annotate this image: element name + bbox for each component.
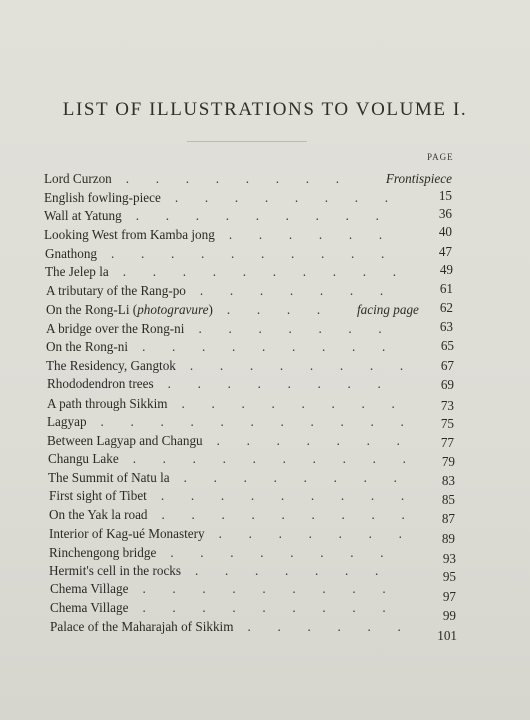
list-item bbox=[47, 433, 460, 451]
list-item bbox=[49, 526, 460, 544]
page-number: 79 bbox=[441, 454, 455, 469]
illustration-title: Changu Lake bbox=[48, 451, 119, 466]
page-number: 73 bbox=[440, 398, 454, 413]
leader-dots: ......... bbox=[161, 507, 432, 522]
page-number: 36 bbox=[438, 206, 452, 221]
leader-dots: ....... bbox=[216, 433, 427, 448]
page-number: 89 bbox=[441, 531, 455, 546]
page-number: 61 bbox=[439, 281, 453, 296]
leader-dots: ....... bbox=[218, 526, 429, 541]
page-number: 99 bbox=[442, 608, 456, 623]
page-number: 95 bbox=[442, 569, 456, 584]
illustration-title: English fowling-piece bbox=[44, 190, 161, 205]
illustration-title: The Summit of Natu la bbox=[48, 470, 170, 485]
list-item bbox=[44, 224, 460, 245]
illustration-title: First sight of Tibet bbox=[49, 488, 147, 503]
page-number: 87 bbox=[441, 511, 455, 526]
list-item bbox=[46, 358, 460, 376]
page-number: 15 bbox=[438, 188, 452, 203]
illustration-title: Gnathong bbox=[45, 246, 98, 261]
page-number: 40 bbox=[438, 224, 452, 239]
page-title: LIST OF ILLUSTRATIONS TO VOLUME I. bbox=[62, 99, 468, 120]
illustration-title: Hermit's cell in the rocks bbox=[49, 563, 182, 578]
page-number: 75 bbox=[440, 416, 454, 431]
leader-dots: ........ bbox=[181, 396, 422, 411]
list-item bbox=[47, 396, 460, 414]
list-item bbox=[47, 414, 460, 432]
illustration-title: Rinchengong bridge bbox=[49, 545, 157, 560]
leader-dots: ......... bbox=[142, 581, 413, 596]
leader-dots: ....... bbox=[199, 283, 410, 298]
illustration-title: A path through Sikkim bbox=[47, 396, 168, 411]
list-item bbox=[49, 563, 460, 584]
leader-dots: ........ bbox=[167, 376, 408, 391]
illustration-title: Palace of the Maharajah of Sikkim bbox=[50, 619, 234, 634]
list-item bbox=[46, 283, 460, 301]
illustration-title: A tributary of the Rang-po bbox=[46, 283, 186, 298]
list-item bbox=[46, 339, 460, 357]
leader-dots: .......... bbox=[111, 246, 411, 261]
illustration-title: Chema Village bbox=[50, 581, 129, 596]
list-item bbox=[45, 264, 460, 282]
page-number: 49 bbox=[439, 262, 453, 277]
illustration-title-end: ) bbox=[208, 302, 213, 317]
leader-dots: ........ bbox=[174, 190, 415, 205]
list-item bbox=[49, 488, 460, 506]
page-number: Frontispiece bbox=[385, 171, 452, 186]
illustration-title: Wall at Yatung bbox=[44, 208, 122, 223]
illustration-title: Chema Village bbox=[50, 600, 129, 615]
illustration-title: A bridge over the Rong-ni bbox=[46, 321, 185, 336]
page-column-heading: PAGE bbox=[427, 152, 454, 162]
illustration-title: Interior of Kag-ué Monastery bbox=[49, 526, 205, 541]
page-number: 83 bbox=[441, 473, 455, 488]
illustration-title: On the Yak la road bbox=[49, 507, 148, 522]
leader-dots: ......... bbox=[160, 488, 431, 503]
list-item bbox=[49, 507, 460, 525]
list-item bbox=[47, 376, 460, 394]
leader-dots: ........ bbox=[189, 358, 430, 373]
leader-dots: ....... bbox=[195, 563, 406, 578]
leader-dots: ......... bbox=[142, 600, 413, 615]
page-number: 63 bbox=[439, 319, 453, 334]
page-number: 97 bbox=[442, 589, 456, 604]
leader-dots: .... bbox=[226, 302, 347, 317]
page-number: 85 bbox=[441, 492, 455, 507]
leader-dots: ...... bbox=[247, 619, 428, 634]
illustration-title: The Residency, Gangtok bbox=[46, 358, 176, 373]
list-item bbox=[50, 581, 460, 604]
leader-dots: ....... bbox=[198, 321, 409, 336]
illustration-title: On the Rong-ni bbox=[46, 339, 129, 354]
illustration-title: Lagyap bbox=[47, 414, 87, 429]
page-number: 77 bbox=[440, 435, 454, 450]
facing-page-note: facing page bbox=[357, 302, 419, 317]
list-item bbox=[46, 321, 460, 339]
illustration-title: Between Lagyap and Changu bbox=[47, 433, 203, 448]
illustration-title: Lord Curzon bbox=[44, 171, 112, 186]
illustration-title: On the Rong-Li (photogravure) bbox=[46, 302, 213, 317]
leader-dots: ........ bbox=[183, 470, 424, 485]
leader-dots: ........... bbox=[100, 414, 431, 429]
leader-dots: .......... bbox=[122, 264, 423, 279]
illustration-title: The Jelep la bbox=[45, 264, 109, 279]
page-number: 47 bbox=[438, 244, 452, 259]
page-number: 65 bbox=[440, 338, 454, 353]
list-item bbox=[48, 451, 460, 469]
list-item bbox=[50, 600, 460, 623]
leader-dots: ........ bbox=[170, 545, 411, 560]
leader-dots: .......... bbox=[132, 451, 433, 466]
list-item bbox=[46, 302, 460, 320]
leader-dots: ........ bbox=[125, 171, 366, 186]
list-item bbox=[49, 545, 460, 566]
list-item bbox=[50, 619, 460, 643]
leader-dots: ......... bbox=[135, 208, 406, 223]
illustration-title-italic: photogravure bbox=[137, 302, 209, 317]
illustration-title: Rhododendron trees bbox=[47, 376, 154, 391]
page-number: 67 bbox=[440, 358, 454, 373]
page-number: 62 bbox=[439, 300, 453, 315]
page-number: 69 bbox=[440, 377, 454, 392]
illustration-title: Looking West from Kamba jong bbox=[44, 227, 215, 242]
leader-dots: ...... bbox=[228, 227, 409, 242]
list-item bbox=[44, 171, 460, 189]
page-number: 93 bbox=[442, 551, 456, 566]
leader-dots: ......... bbox=[142, 339, 413, 354]
page-number: 101 bbox=[437, 628, 457, 643]
list-item bbox=[48, 470, 460, 488]
